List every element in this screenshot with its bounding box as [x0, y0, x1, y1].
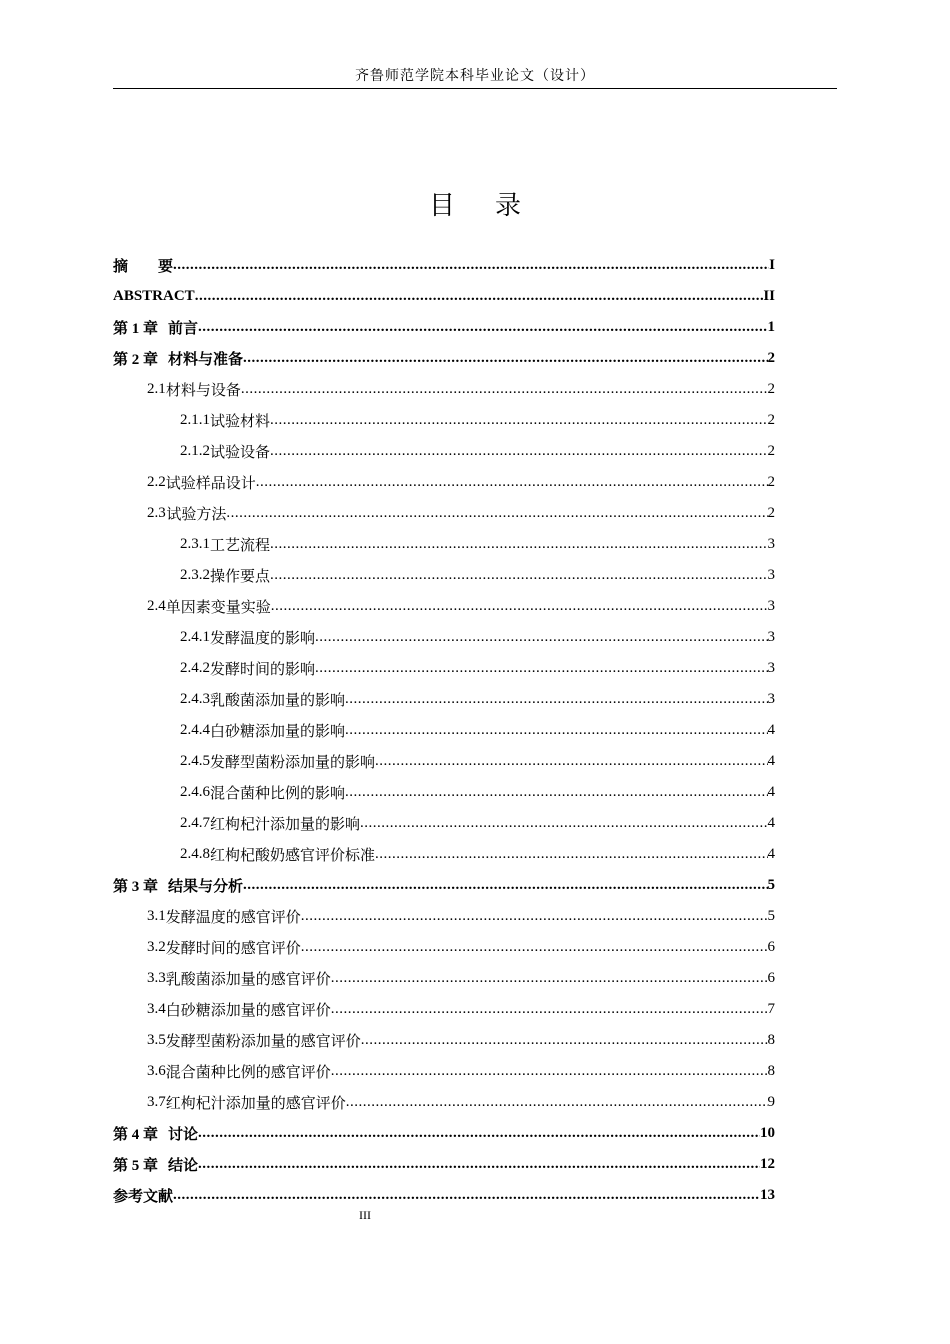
toc-entry-page: 2	[767, 505, 775, 521]
toc-entry-page: 4	[767, 846, 775, 862]
toc-dot-leader	[315, 660, 767, 677]
toc-entry-label: 乳酸菌添加量的感官评价	[165, 972, 331, 988]
toc-dot-leader	[375, 753, 767, 770]
toc-entry[interactable]	[113, 653, 775, 684]
toc-entry[interactable]	[113, 622, 775, 653]
toc-dot-leader	[241, 381, 768, 398]
toc-dot-leader	[226, 505, 767, 522]
toc-entry-page: 5	[767, 877, 775, 893]
toc-entry-page: 5	[767, 908, 775, 924]
toc-entry-number: 2.4.3	[180, 691, 210, 707]
toc-entry-number: 2.4	[147, 598, 166, 614]
page-title: 目录	[428, 191, 561, 221]
toc-entry-number: 2.4.2	[180, 660, 210, 676]
toc-entry[interactable]	[113, 1056, 775, 1087]
toc-entry[interactable]	[113, 436, 775, 467]
toc-entry-number: 第 3 章	[113, 879, 159, 895]
toc-dot-leader	[331, 1001, 768, 1018]
toc-entry-page: I	[769, 257, 775, 273]
toc-dot-leader	[345, 691, 767, 708]
toc-dot-leader	[271, 598, 768, 615]
toc-dot-leader	[301, 908, 768, 925]
toc-dot-leader	[375, 846, 767, 863]
toc-entry-label: 试验样品设计	[165, 476, 256, 492]
toc-entry-label: 操作要点	[210, 569, 271, 585]
toc-entry-page: 3	[767, 660, 775, 676]
toc-entry-number: 2.1.1	[180, 412, 210, 428]
toc-dot-leader	[331, 1063, 768, 1080]
toc-entry-page: 2	[767, 350, 775, 366]
toc-entry-number: 2.1	[147, 381, 166, 397]
toc-entry-number: 第 1 章	[113, 321, 159, 337]
toc-entry[interactable]	[113, 281, 775, 312]
toc-entry-page: 2	[767, 381, 775, 397]
toc-entry[interactable]	[113, 1025, 775, 1056]
toc-entry[interactable]	[113, 529, 775, 560]
toc-dot-leader	[270, 567, 767, 584]
table-of-contents	[113, 250, 775, 1211]
toc-entry-page: 1	[767, 319, 775, 335]
toc-entry[interactable]	[113, 591, 775, 622]
toc-entry[interactable]	[113, 1180, 775, 1211]
toc-entry-label: 试验设备	[210, 445, 271, 461]
toc-entry[interactable]	[113, 343, 775, 374]
toc-entry-label: 讨论	[168, 1127, 199, 1143]
toc-entry-number: 2.4.6	[180, 784, 210, 800]
toc-entry-number: 2.2	[147, 474, 166, 490]
toc-entry-page: 8	[767, 1032, 775, 1048]
toc-entry-number: 3.3	[147, 970, 166, 986]
toc-entry-label: 发酵时间的感官评价	[165, 941, 301, 957]
toc-entry-page: 3	[767, 598, 775, 614]
toc-entry-page: 3	[767, 536, 775, 552]
toc-entry-number: 2.4.5	[180, 753, 210, 769]
toc-dot-leader	[198, 1125, 760, 1142]
toc-entry[interactable]	[113, 684, 775, 715]
toc-entry-label: 混合菌种比例的影响	[210, 786, 346, 802]
toc-entry-number: 2.3.1	[180, 536, 210, 552]
toc-entry-page: 6	[767, 970, 775, 986]
toc-entry-label: 前言	[168, 321, 199, 337]
toc-entry[interactable]	[113, 746, 775, 777]
toc-dot-leader	[345, 784, 767, 801]
toc-dot-leader	[256, 474, 768, 491]
toc-entry-number: 第 4 章	[113, 1127, 159, 1143]
toc-entry-label: 红枸杞汁添加量的感官评价	[165, 1096, 346, 1112]
toc-entry[interactable]	[113, 932, 775, 963]
toc-dot-leader	[173, 1187, 760, 1204]
toc-entry[interactable]	[113, 1149, 775, 1180]
toc-entry-label: 试验材料	[210, 414, 271, 430]
toc-entry-number: 3.7	[147, 1094, 166, 1110]
toc-entry-number: 3.2	[147, 939, 166, 955]
toc-dot-leader	[270, 412, 767, 429]
toc-entry-label: 发酵时间的影响	[210, 662, 316, 678]
toc-entry-page: 4	[767, 753, 775, 769]
toc-dot-leader	[345, 722, 767, 739]
toc-entry[interactable]	[113, 1087, 775, 1118]
toc-entry-label: 试验方法	[166, 507, 227, 523]
toc-entry[interactable]	[113, 498, 775, 529]
toc-entry-page: 4	[767, 815, 775, 831]
toc-entry-label: 摘 要	[113, 259, 174, 275]
toc-entry-number: 2.1.2	[180, 443, 210, 459]
toc-entry[interactable]	[113, 715, 775, 746]
toc-dot-leader	[346, 1094, 768, 1111]
toc-entry-label: 乳酸菌添加量的影响	[210, 693, 346, 709]
toc-entry[interactable]	[113, 1118, 775, 1149]
toc-entry[interactable]	[113, 374, 775, 405]
toc-entry-label: 发酵温度的感官评价	[165, 910, 301, 926]
toc-entry-label: 发酵型菌粉添加量的影响	[210, 755, 376, 771]
toc-entry-label: 工艺流程	[210, 538, 271, 554]
toc-entry-label: 单因素变量实验	[165, 600, 271, 616]
toc-entry-label: 材料与准备	[168, 352, 244, 368]
toc-dot-leader	[198, 1156, 760, 1173]
toc-entry[interactable]	[113, 808, 775, 839]
toc-entry[interactable]	[113, 777, 775, 808]
toc-dot-leader	[301, 939, 768, 956]
toc-entry-number: 3.4	[147, 1001, 166, 1017]
toc-entry-page: 2	[767, 443, 775, 459]
toc-entry[interactable]	[113, 901, 775, 932]
toc-entry-label: 材料与设备	[165, 383, 241, 399]
toc-entry-page: 12	[760, 1156, 775, 1172]
toc-entry-label: 红枸杞汁添加量的影响	[210, 817, 361, 833]
toc-entry-label: 发酵温度的影响	[210, 631, 316, 647]
toc-entry[interactable]	[113, 467, 775, 498]
toc-entry-page: 3	[767, 691, 775, 707]
toc-dot-leader	[173, 257, 769, 274]
toc-entry-page: 2	[767, 412, 775, 428]
running-header: 齐鲁师范学院本科毕业论文（设计）	[113, 66, 837, 89]
toc-dot-leader	[243, 877, 767, 894]
toc-entry-label: ABSTRACT	[113, 288, 195, 304]
toc-entry-label: 混合菌种比例的感官评价	[165, 1065, 331, 1081]
toc-entry[interactable]	[113, 870, 775, 901]
toc-dot-leader	[195, 288, 764, 305]
toc-entry-page: 2	[767, 474, 775, 490]
toc-entry[interactable]	[113, 405, 775, 436]
toc-entry-label: 白砂糖添加量的感官评价	[165, 1003, 331, 1019]
toc-dot-leader	[243, 350, 767, 367]
toc-dot-leader	[270, 536, 767, 553]
toc-entry-label: 结果与分析	[168, 879, 244, 895]
toc-entry-number: 第 2 章	[113, 352, 159, 368]
toc-entry[interactable]	[113, 839, 775, 870]
toc-entry-number: 2.3	[147, 505, 166, 521]
toc-entry-label: 参考文献	[113, 1189, 174, 1205]
toc-entry-page: 4	[767, 722, 775, 738]
toc-entry-page: 9	[767, 1094, 775, 1110]
toc-entry[interactable]	[113, 312, 775, 343]
page-number: III	[359, 1208, 371, 1222]
toc-entry-label: 红枸杞酸奶感官评价标准	[210, 848, 376, 864]
toc-entry-number: 第 5 章	[113, 1158, 159, 1174]
toc-dot-leader	[361, 1032, 768, 1049]
toc-dot-leader	[270, 443, 767, 460]
toc-entry-page: 8	[767, 1063, 775, 1079]
toc-dot-leader	[198, 319, 767, 336]
toc-entry[interactable]	[113, 250, 775, 281]
toc-entry[interactable]	[113, 994, 775, 1025]
toc-entry-number: 2.4.8	[180, 846, 210, 862]
toc-entry-page: II	[763, 288, 775, 304]
toc-entry-number: 2.4.4	[180, 722, 210, 738]
toc-entry-number: 3.5	[147, 1032, 166, 1048]
toc-entry-page: 6	[767, 939, 775, 955]
toc-entry-page: 3	[767, 567, 775, 583]
toc-entry[interactable]	[113, 963, 775, 994]
toc-entry[interactable]	[113, 560, 775, 591]
toc-entry-number: 3.1	[147, 908, 166, 924]
toc-entry-page: 7	[767, 1001, 775, 1017]
toc-entry-page: 3	[767, 629, 775, 645]
toc-entry-label: 白砂糖添加量的影响	[210, 724, 346, 740]
toc-dot-leader	[315, 629, 767, 646]
toc-entry-label: 发酵型菌粉添加量的感官评价	[165, 1034, 361, 1050]
toc-entry-number: 2.4.1	[180, 629, 210, 645]
toc-entry-label: 结论	[168, 1158, 199, 1174]
toc-entry-number: 2.3.2	[180, 567, 210, 583]
toc-entry-page: 10	[760, 1125, 775, 1141]
toc-entry-page: 4	[767, 784, 775, 800]
toc-dot-leader	[331, 970, 768, 987]
toc-entry-number: 2.4.7	[180, 815, 210, 831]
toc-entry-number: 3.6	[147, 1063, 166, 1079]
toc-entry-page: 13	[760, 1187, 775, 1203]
toc-dot-leader	[360, 815, 767, 832]
